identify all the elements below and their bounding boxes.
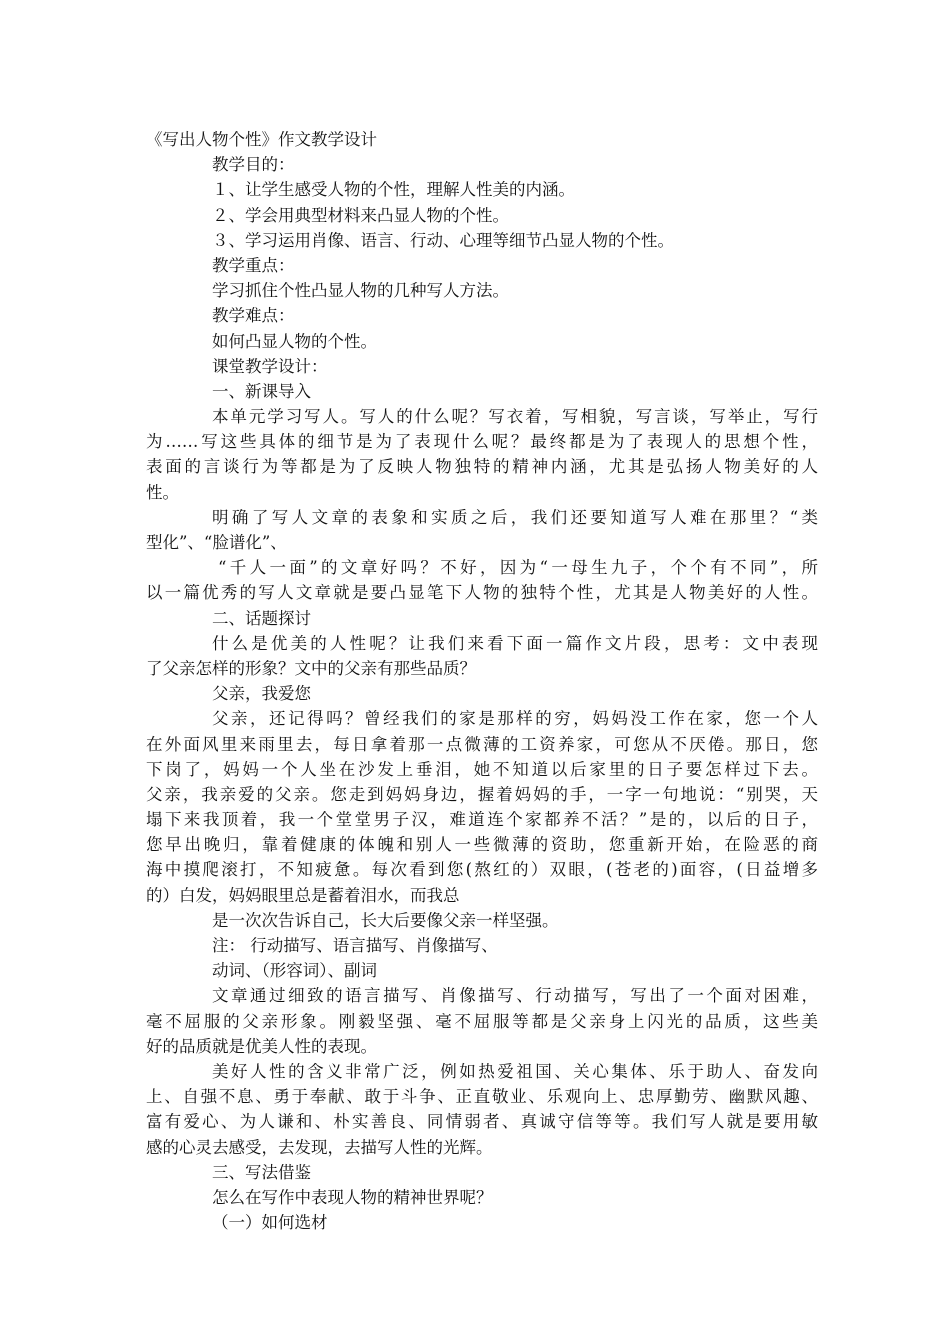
paragraph-line: 表面的言谈行为等都是为了反映人物独特的精神内涵，尤其是弘扬人物美好的人 — [146, 457, 818, 477]
note-line: 注： 行动描写、语言描写、肖像描写、 — [212, 936, 498, 955]
essay-title: 父亲，我爱您 — [212, 684, 311, 704]
subsection-heading: （一）如何选材 — [212, 1213, 328, 1233]
document-page — [146, 127, 818, 1235]
key-point-text: 学习抓住个性凸显人物的几种写人方法。 — [212, 281, 509, 301]
essay-line: 父亲，我亲爱的父亲。您走到妈妈身边，握着妈妈的手，一字一句地说：“别哭，天 — [146, 784, 818, 804]
paragraph-line: 明确了写人文章的表象和实质之后，我们还要知道写人难在那里？“类 — [212, 507, 818, 527]
paragraph-line: 富有爱心、为人谦和、朴实善良、同情弱者、真诚守信等等。我们写人就是要用敏 — [146, 1112, 818, 1132]
section-heading-intro: 一、新课导入 — [212, 381, 311, 401]
essay-line: 塌下来我顶着，我一个堂堂男子汉，难道连个家都养不活？”是的，以后的日子， — [146, 810, 818, 830]
paragraph-line: 了父亲怎样的形象？文中的父亲有那些品质？ — [146, 658, 476, 678]
essay-line: 海中摸爬滚打，不知疲惫。每次看到您(熬红的）双眼，(苍老的)面容，(日益增多 — [146, 860, 818, 880]
heading-class-design: 课堂教学设计： — [212, 356, 328, 376]
paragraph-line: 什么是优美的人性呢？让我们来看下面一篇作文片段，思考：文中表现 — [212, 633, 818, 653]
heading-difficulties: 教学难点： — [212, 306, 295, 326]
paragraph-line: 本单元学习写人。写人的什么呢？写衣着，写相貌，写言谈，写举止，写行 — [212, 407, 818, 427]
heading-objectives: 教学目的： — [212, 155, 295, 175]
section-heading-techniques: 三、写法借鉴 — [212, 1162, 311, 1182]
paragraph-line: 感的心灵去感受，去发现，去描写人性的光辉。 — [146, 1137, 493, 1157]
objective-item: ３、学习运用肖像、语言、行动、心理等细节凸显人物的个性。 — [212, 230, 674, 250]
essay-line: 父亲，还记得吗？曾经我们的家是那样的穷，妈妈没工作在家，您一个人 — [212, 709, 818, 729]
paragraph-line: 美好人性的含义非常广泛，例如热爱祖国、关心集体、乐于助人、奋发向 — [212, 1061, 818, 1081]
paragraph-line: 以一篇优秀的写人文章就是要凸显笔下人物的独特个性，尤其是人物美好的人性。 — [146, 583, 818, 603]
essay-line: 您早出晚归，靠着健康的体魄和别人一些微薄的资助，您重新开始，在险恶的商 — [146, 835, 818, 855]
paragraph-line: 文章通过细致的语言描写、肖像描写、行动描写，写出了一个面对困难， — [212, 986, 818, 1006]
paragraph-line: 毫不屈服的父亲形象。刚毅坚强、毫不屈服等都是父亲身上闪光的品质，这些美 — [146, 1011, 818, 1031]
essay-line: 的）白发，妈妈眼里总是蓄着泪水，而我总 — [146, 885, 460, 905]
heading-key-points: 教学重点： — [212, 255, 295, 275]
note-line: 动词、（形容词）、副词 — [212, 961, 377, 981]
document-title: 《写出人物个性》作文教学设计 — [146, 130, 377, 149]
paragraph-line: 上、自强不息、勇于奉献、敢于斗争、正直敬业、乐观向上、忠厚勤劳、幽默风趣、 — [146, 1087, 818, 1107]
paragraph-line: “千人一面”的文章好吗？不好，因为“一母生九子，个个有不同”，所 — [218, 558, 818, 578]
essay-line: 在外面风里来雨里去，每日拿着那一点微薄的工资养家，可您从不厌倦。那日，您 — [146, 734, 818, 754]
difficulty-text: 如何凸显人物的个性。 — [212, 331, 377, 351]
paragraph-line: 怎么在写作中表现人物的精神世界呢？ — [212, 1187, 493, 1207]
essay-line: 是一次次告诉自己，长大后要像父亲一样坚强。 — [212, 910, 559, 930]
objective-item: １、让学生感受人物的个性，理解人性美的内涵。 — [212, 180, 575, 200]
paragraph-line: 型化”、“脸谱化”、 — [146, 533, 287, 552]
paragraph-line: 为……写这些具体的细节是为了表现什么呢？最终都是为了表现人的思想个性， — [146, 432, 818, 452]
paragraph-line: 性。 — [146, 482, 179, 502]
section-heading-discussion: 二、话题探讨 — [212, 608, 311, 628]
essay-line: 下岗了，妈妈一个人坐在沙发上垂泪，她不知道以后家里的日子要怎样过下去。 — [146, 759, 818, 779]
objective-item: ２、学会用典型材料来凸显人物的个性。 — [212, 205, 509, 225]
paragraph-line: 好的品质就是优美人性的表现。 — [146, 1036, 377, 1056]
